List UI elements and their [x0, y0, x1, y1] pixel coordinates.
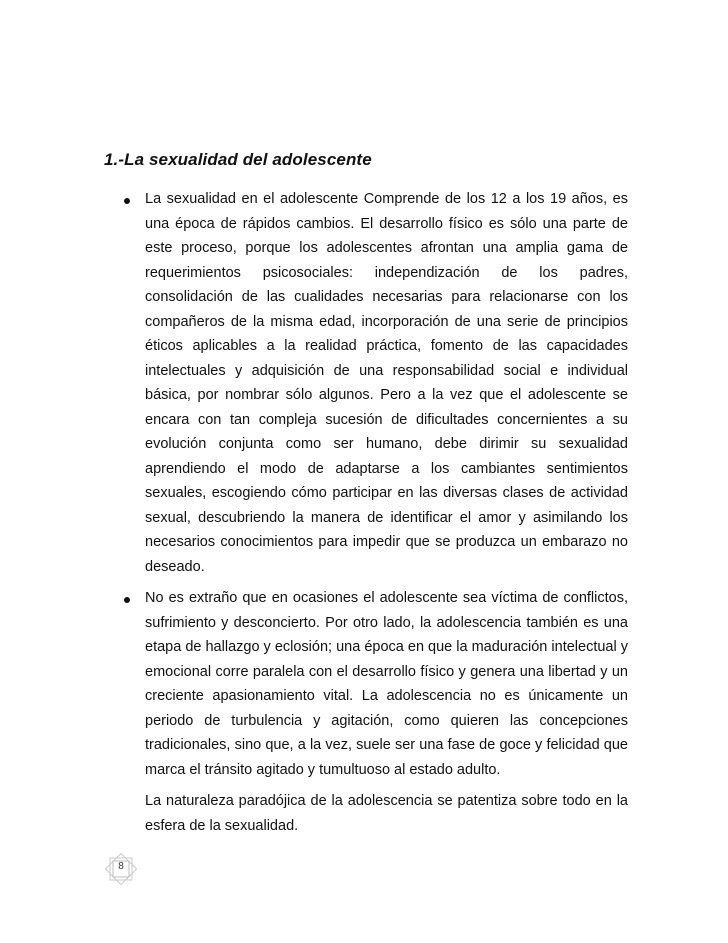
bullet-item [104, 586, 628, 782]
bullet-icon [124, 198, 130, 204]
document-body [104, 187, 628, 838]
bullet-icon [124, 597, 130, 603]
page-number: 8 [118, 861, 124, 872]
bullet-item [104, 187, 628, 579]
paragraph: La sexualidad en el adolescente Comprende de los 12 a los 19 años, es una época de rápidos cambios. El desarrollo físico es sólo una parte de este proceso, porque los adolescentes afrontan una amplia gama de requerimientos psicosociales: independización de los padres, consolidación de las cualidades necesarias para relacionarse con los compañeros de la misma edad, incorporación de una serie de principios éticos aplicables a la realidad práctica, fomento de las capacidades intelectuales y adquisición de una responsabilidad social e individual básica, por nombrar sólo algunos. Pero a la vez que el adolescente se encara con tan compleja sucesión de dificultades concernientes a su evolución conjunta como ser humano, debe dirimir su sexualidad aprendiendo el modo de adaptarse a los cambiantes sentimientos sexuales, escogiendo cómo participar en las diversas clases de actividad sexual, descubriendo la manera de identificar el amor y asimilando los necesarios conocimientos para impedir que se produzca un embarazo no deseado. [145, 191, 628, 575]
page-number-badge [104, 852, 138, 886]
section-heading: 1.-La sexualidad del adolescente [104, 150, 372, 169]
paragraph: La naturaleza paradójica de la adolescencia se patentiza sobre todo en la esfera de la sexualidad. [145, 793, 628, 834]
paragraph: No es extraño que en ocasiones el adolescente sea víctima de conflictos, sufrimiento y desconcierto. Por otro lado, la adolescencia también es una etapa de hallazgo y eclosión; una época en que la maduración intelectual y emocional corre paralela con el desarrollo físico y genera una libertad y un creciente apasionamiento vital. La adolescencia no es únicamente un periodo de turbulencia y agitación, como quieren las concepciones tradicionales, sino que, a la vez, suele ser una fase de goce y felicidad que marca el tránsito agitado y tumultuoso al estado adulto. [145, 590, 628, 778]
